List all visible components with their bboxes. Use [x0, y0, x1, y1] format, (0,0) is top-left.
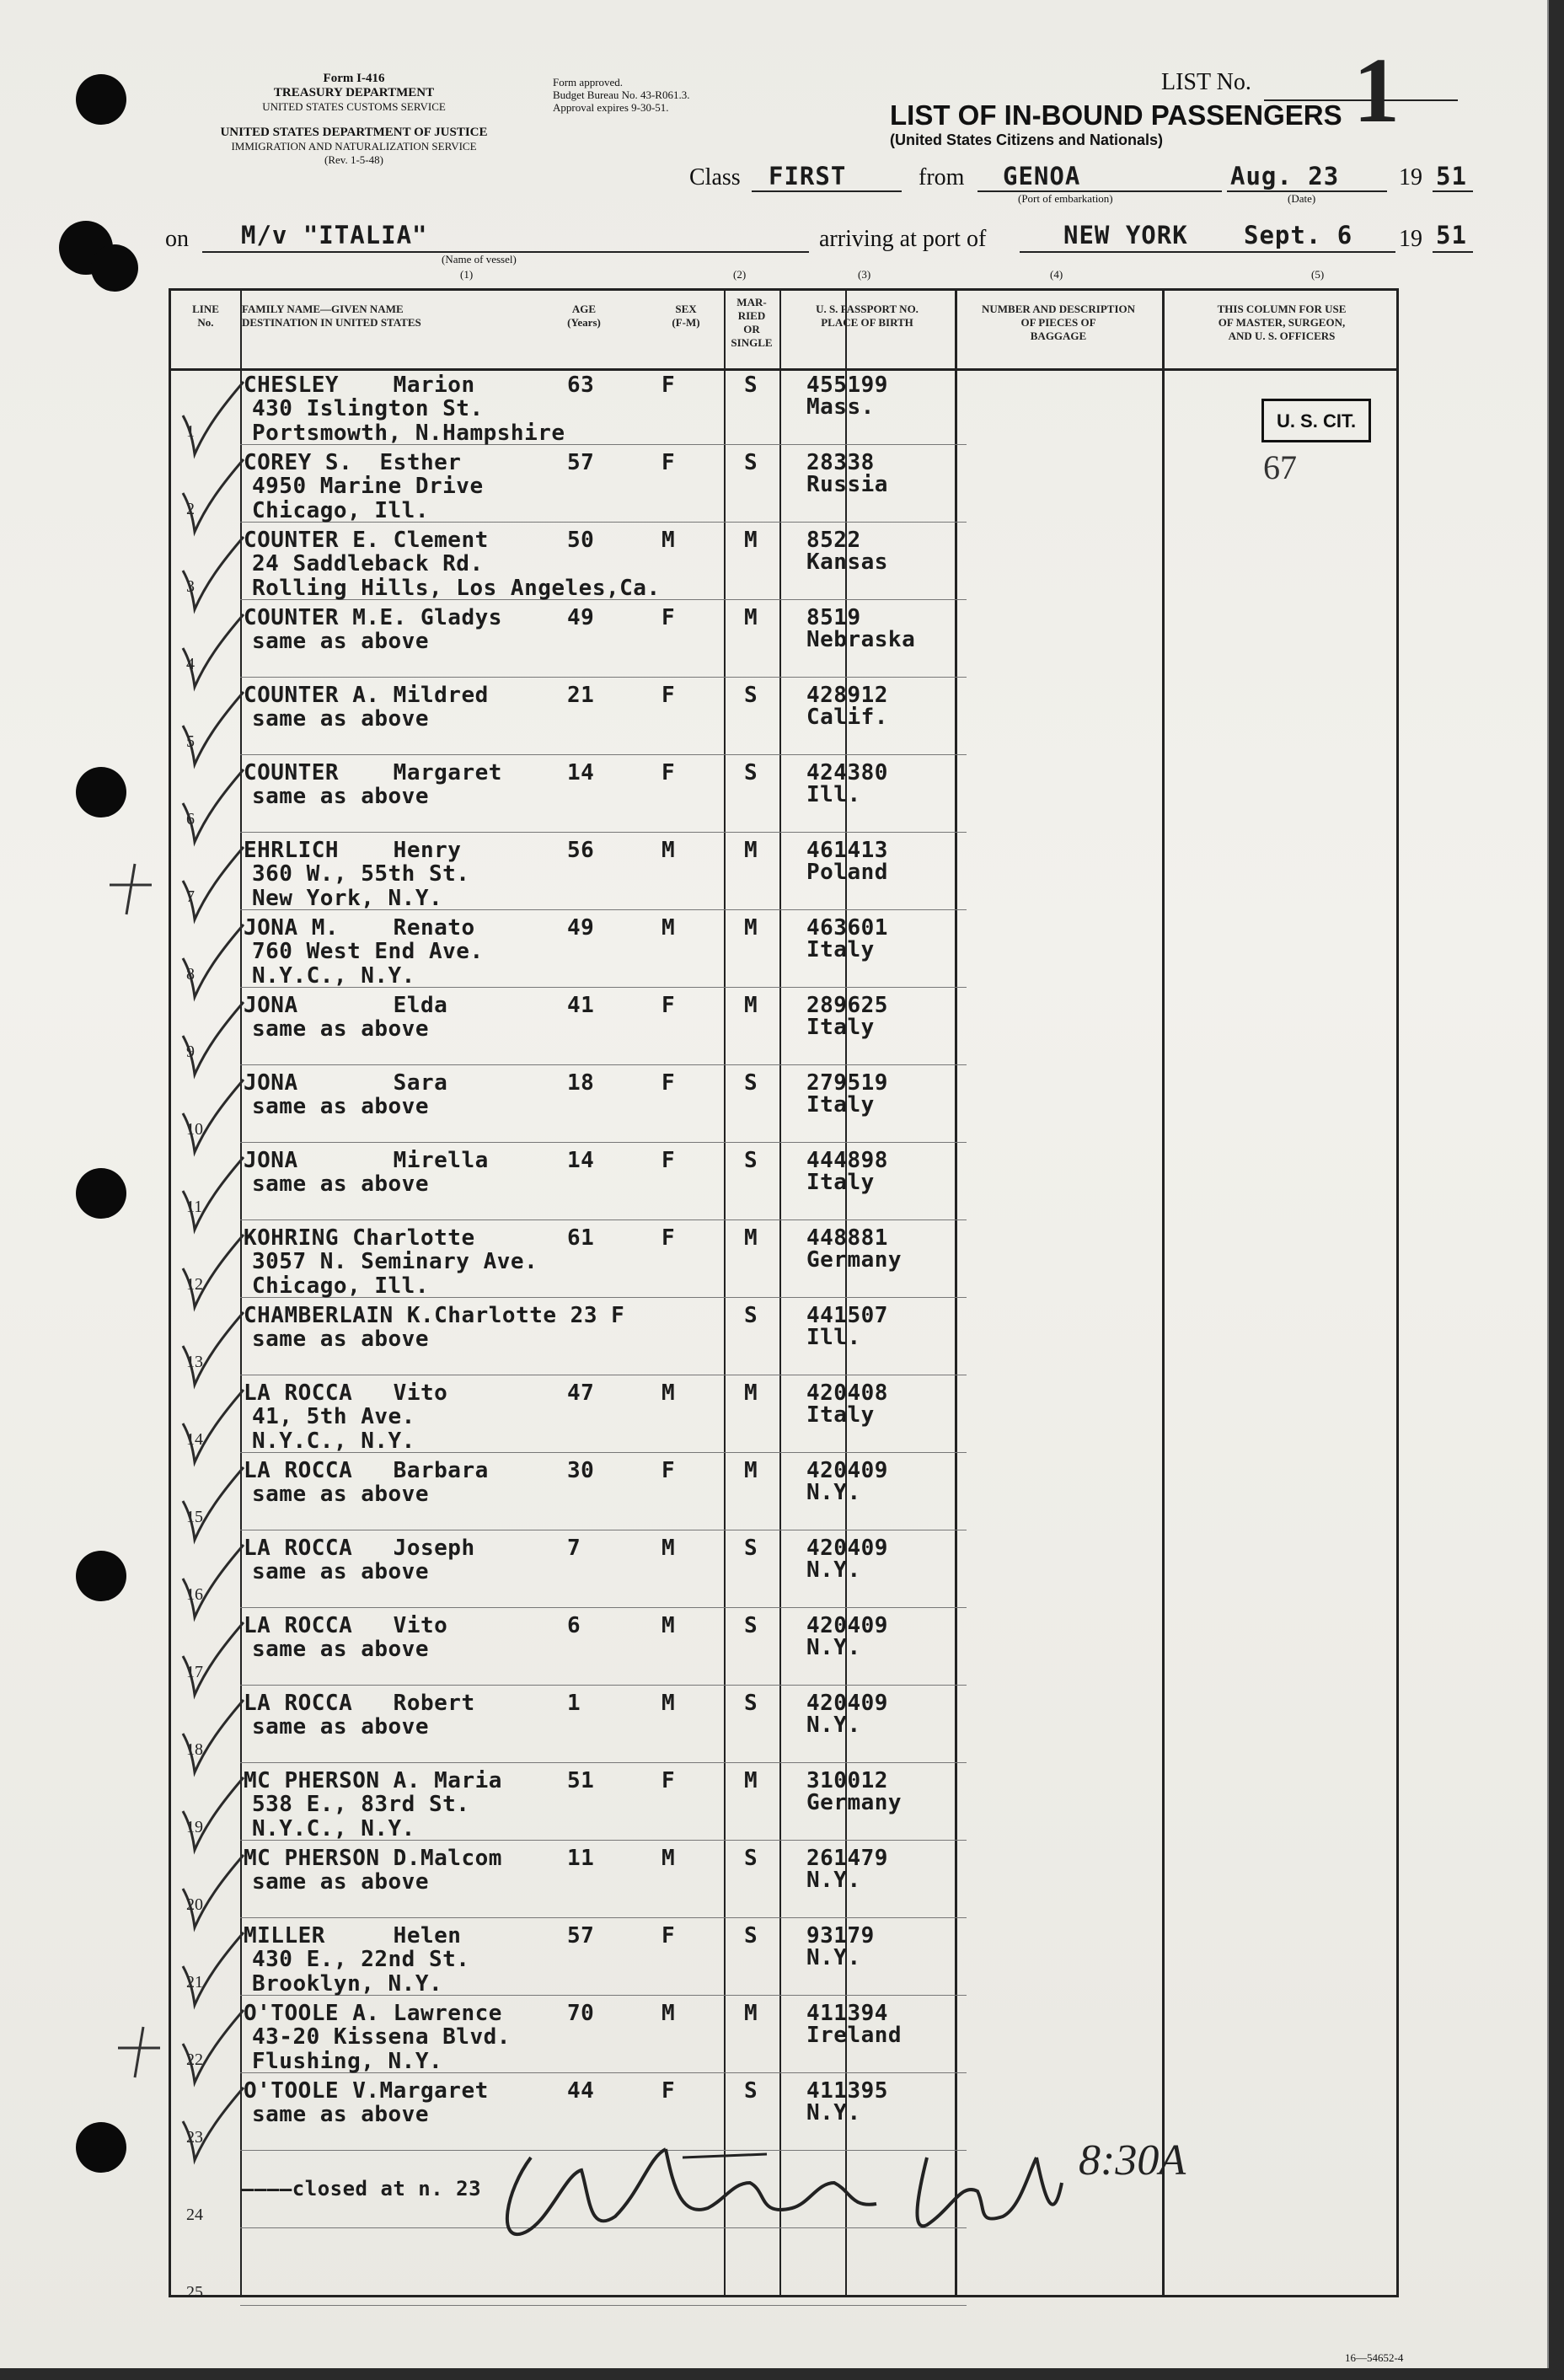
- passenger-destination: 430 E., 22nd St. Brooklyn, N.Y.: [252, 1947, 470, 1997]
- table-row: [171, 1531, 1396, 1608]
- ins: IMMIGRATION AND NATURALIZATION SERVICE: [231, 140, 477, 153]
- passport-number: 420409: [806, 1613, 888, 1638]
- table-row: [171, 523, 1396, 600]
- from-value: GENOA: [1003, 162, 1081, 190]
- line-number: 23: [186, 2128, 203, 2147]
- passenger-age: 18: [567, 1070, 595, 1096]
- passenger-name: LA ROCCA Barbara: [244, 1458, 489, 1483]
- row-divider: [240, 1219, 967, 1220]
- budget-bureau: Budget Bureau No. 43-R061.3.: [553, 88, 690, 101]
- place-of-birth: Russia: [806, 472, 888, 497]
- col-baggage: NUMBER AND DESCRIPTION OF PIECES OF BAGGAGE: [981, 303, 1136, 342]
- passenger-age: 61: [567, 1225, 595, 1251]
- passenger-sex: F: [661, 605, 676, 630]
- col-officers: THIS COLUMN FOR USE OF MASTER, SURGEON, AND U. S. OFFICERS: [1217, 303, 1347, 342]
- passenger-destination: same as above: [252, 1869, 429, 1895]
- passenger-marital-status: S: [744, 1613, 758, 1638]
- place-of-birth: Italy: [806, 1015, 875, 1040]
- passenger-name: JONA Elda: [244, 993, 448, 1018]
- list-no-value: 1: [1353, 39, 1400, 142]
- passenger-name: JONA M. Renato: [244, 915, 475, 941]
- place-of-birth: Italy: [806, 1092, 875, 1118]
- table-row: [171, 1299, 1396, 1375]
- passenger-destination: 360 W., 55th St. New York, N.Y.: [252, 861, 470, 911]
- line-number: 3: [186, 577, 195, 596]
- passenger-destination: same as above: [252, 1559, 429, 1584]
- place-of-birth: N.Y.: [806, 1480, 861, 1505]
- class-label: Class: [689, 164, 741, 190]
- passenger-age: 6: [567, 1613, 581, 1638]
- line-number: 15: [186, 1508, 203, 1526]
- place-of-birth: N.Y.: [806, 1635, 861, 1660]
- row-divider: [240, 677, 967, 678]
- revision: (Rev. 1-5-48): [324, 153, 383, 166]
- passenger-destination: 4950 Marine Drive Chicago, Ill.: [252, 474, 484, 523]
- passenger-age: 7: [567, 1536, 581, 1561]
- punch-hole: [91, 244, 138, 292]
- passenger-name: EHRLICH Henry: [244, 838, 462, 863]
- arrival-date: Sept. 6: [1244, 221, 1353, 249]
- passenger-marital-status: S: [744, 1148, 758, 1173]
- passenger-name: COUNTER Margaret: [244, 760, 502, 785]
- passport-number: 8519: [806, 605, 861, 630]
- passenger-age: 57: [567, 450, 595, 475]
- form-number: Form I-416: [323, 72, 385, 85]
- table-row: [171, 1997, 1396, 2073]
- place-of-birth: N.Y.: [806, 1945, 861, 1970]
- passport-number: 428912: [806, 683, 888, 708]
- passenger-destination: same as above: [252, 2102, 429, 2127]
- passenger-name: CHESLEY Marion: [244, 373, 475, 398]
- footer-code: 16—54652-4: [1345, 2351, 1404, 2364]
- passenger-name: JONA Mirella: [244, 1148, 489, 1173]
- passenger-destination: 43-20 Kissena Blvd. Flushing, N.Y.: [252, 2024, 511, 2074]
- col-married: MAR- RIED OR SINGLE: [731, 296, 773, 349]
- row-divider: [240, 832, 967, 833]
- passenger-destination: same as above: [252, 1482, 429, 1507]
- line-number: 14: [186, 1430, 203, 1449]
- col-age: AGE (Years): [567, 303, 601, 329]
- passenger-sex: F: [661, 2078, 676, 2104]
- line-number: 11: [186, 1198, 203, 1216]
- place-of-birth: N.Y.: [806, 1713, 861, 1738]
- passenger-marital-status: M: [744, 1225, 758, 1251]
- place-of-birth: Ill.: [806, 782, 861, 807]
- passenger-marital-status: S: [744, 683, 758, 708]
- passenger-destination: 760 West End Ave. N.Y.C., N.Y.: [252, 939, 484, 989]
- time-note: 8:30A: [1079, 2136, 1186, 2184]
- table-row: [171, 1609, 1396, 1686]
- passenger-name: COUNTER A. Mildred: [244, 683, 489, 708]
- justice-dept: UNITED STATES DEPARTMENT OF JUSTICE: [220, 126, 488, 139]
- line-number: 13: [186, 1353, 203, 1371]
- passenger-name: LA ROCCA Robert: [244, 1691, 475, 1716]
- port-caption: (Port of embarkation): [1018, 192, 1113, 205]
- passenger-name: LA ROCCA Vito: [244, 1613, 448, 1638]
- row-divider: [240, 2305, 967, 2306]
- punch-hole: [76, 2122, 126, 2173]
- line-number: 20: [186, 1895, 203, 1914]
- passport-number: 420409: [806, 1458, 888, 1483]
- line-number: 17: [186, 1663, 203, 1681]
- table-row: [171, 678, 1396, 755]
- passenger-age: 1: [567, 1691, 581, 1716]
- table-row: [171, 834, 1396, 910]
- cross-mark: [110, 2023, 169, 2082]
- passenger-name: O'TOOLE A. Lawrence: [244, 2001, 502, 2026]
- list-title: LIST OF IN-BOUND PASSENGERS: [890, 99, 1342, 131]
- passport-number: 261479: [806, 1846, 888, 1871]
- passenger-sex: F: [661, 993, 676, 1018]
- us-cit-stamp: U. S. CIT.: [1261, 399, 1371, 442]
- line-number: 1: [186, 422, 195, 441]
- passenger-sex: F: [661, 1225, 676, 1251]
- passenger-age: 30: [567, 1458, 595, 1483]
- passport-number: 28338: [806, 450, 875, 475]
- passenger-marital-status: M: [744, 1380, 758, 1406]
- passport-number: 289625: [806, 993, 888, 1018]
- passenger-name: MILLER Helen: [244, 1923, 462, 1948]
- passenger-sex: F: [661, 450, 676, 475]
- passenger-name: O'TOOLE V.Margaret: [244, 2078, 489, 2104]
- vessel-caption: (Name of vessel): [442, 253, 517, 265]
- passenger-sex: M: [661, 1613, 676, 1638]
- passenger-name: LA ROCCA Vito: [244, 1380, 448, 1406]
- line-number: 5: [186, 732, 195, 751]
- place-of-birth: N.Y.: [806, 2100, 861, 2125]
- place-of-birth: Kansas: [806, 549, 888, 575]
- passenger-sex: F: [661, 1070, 676, 1096]
- line-number: 6: [186, 810, 195, 828]
- line-number: 16: [186, 1585, 203, 1604]
- passenger-marital-status: S: [744, 1846, 758, 1871]
- passenger-destination: same as above: [252, 1714, 429, 1739]
- table-row: [171, 911, 1396, 988]
- passport-number: 93179: [806, 1923, 875, 1948]
- line-number: 2: [186, 500, 195, 518]
- passport-number: 424380: [806, 760, 888, 785]
- from-field: [978, 162, 1222, 192]
- punch-hole: [76, 1551, 126, 1601]
- date-caption: (Date): [1288, 192, 1316, 205]
- year2-prefix: 19: [1399, 226, 1422, 252]
- table-row: [171, 1066, 1396, 1143]
- passenger-destination: same as above: [252, 1094, 429, 1119]
- table-row: [171, 601, 1396, 678]
- place-of-birth: Italy: [806, 1402, 875, 1428]
- passenger-marital-status: S: [744, 1070, 758, 1096]
- passenger-destination: same as above: [252, 1171, 429, 1197]
- passenger-marital-status: M: [744, 838, 758, 863]
- place-of-birth: Germany: [806, 1247, 903, 1273]
- passenger-marital-status: M: [744, 528, 758, 553]
- passenger-age: 57: [567, 1923, 595, 1948]
- passenger-marital-status: S: [744, 1691, 758, 1716]
- class-field: [752, 162, 902, 192]
- line-number: 8: [186, 965, 195, 984]
- approval-expiry: Approval expires 9-30-51.: [553, 101, 669, 114]
- passenger-age: 70: [567, 2001, 595, 2026]
- table-row: [171, 1454, 1396, 1530]
- passenger-name: COREY S. Esther: [244, 450, 462, 475]
- year1-value: 51: [1436, 162, 1467, 190]
- col2-num: (2): [733, 268, 747, 281]
- col-sex: SEX (F-M): [672, 303, 700, 329]
- line-number: 21: [186, 1973, 203, 1991]
- passenger-destination: 24 Saddleback Rd. Rolling Hills, Los Angeles,Ca.: [252, 551, 661, 601]
- passenger-sex: F: [661, 1768, 676, 1793]
- passenger-marital-status: S: [744, 2078, 758, 2104]
- passenger-sex: M: [661, 915, 676, 941]
- passport-number: 420409: [806, 1536, 888, 1561]
- col-name: FAMILY NAME—GIVEN NAME DESTINATION IN UNITED STATES: [242, 303, 421, 329]
- list-no-label: LIST No.: [1161, 69, 1251, 95]
- row-divider: [240, 1762, 967, 1763]
- year1-prefix: 19: [1399, 164, 1422, 190]
- form-approved: Form approved.: [553, 76, 624, 88]
- passenger-age: 50: [567, 528, 595, 553]
- passenger-destination: same as above: [252, 629, 429, 654]
- passenger-marital-status: S: [744, 1303, 758, 1328]
- passenger-name: KOHRING Charlotte: [244, 1225, 475, 1251]
- passport-number: 420408: [806, 1380, 888, 1406]
- place-of-birth: Poland: [806, 860, 888, 885]
- line-number: 10: [186, 1120, 203, 1139]
- passenger-sex: M: [661, 1536, 676, 1561]
- passenger-sex: F: [661, 683, 676, 708]
- place-of-birth: Italy: [806, 1170, 875, 1195]
- passenger-destination: same as above: [252, 1016, 429, 1042]
- passenger-name: COUNTER E. Clement: [244, 528, 489, 553]
- place-of-birth: N.Y.: [806, 1868, 861, 1893]
- passenger-marital-status: S: [744, 450, 758, 475]
- table-row: [171, 1144, 1396, 1220]
- passport-number: 461413: [806, 838, 888, 863]
- passenger-name: MC PHERSON A. Maria: [244, 1768, 502, 1793]
- row-divider: [240, 1064, 967, 1065]
- passenger-marital-status: M: [744, 1458, 758, 1483]
- passport-number: 8522: [806, 528, 861, 553]
- line-number: 24: [186, 2206, 203, 2224]
- col5-num: (5): [1311, 268, 1325, 281]
- passenger-name: MC PHERSON D.Malcom: [244, 1846, 502, 1871]
- table-row: [171, 1686, 1396, 1763]
- passenger-age: 56: [567, 838, 595, 863]
- passenger-table: [169, 288, 1399, 2302]
- line-number: 25: [186, 2283, 203, 2302]
- line-number: 9: [186, 1043, 195, 1061]
- treasury-dept: TREASURY DEPARTMENT: [273, 86, 435, 99]
- passenger-age: 14: [567, 1148, 595, 1173]
- passenger-sex: M: [661, 1846, 676, 1871]
- line-number: 4: [186, 655, 195, 673]
- line-number: 7: [186, 887, 195, 906]
- punch-hole: [76, 1168, 126, 1219]
- passenger-destination: same as above: [252, 1327, 429, 1352]
- cross-mark: [101, 860, 160, 919]
- passenger-sex: F: [661, 1458, 676, 1483]
- punch-hole: [76, 74, 126, 125]
- passenger-destination: same as above: [252, 706, 429, 732]
- passport-number: 441507: [806, 1303, 888, 1328]
- date-value: Aug. 23: [1230, 162, 1340, 190]
- table-row: [171, 1376, 1396, 1453]
- passenger-marital-status: M: [744, 1768, 758, 1793]
- passenger-sex: F: [661, 760, 676, 785]
- place-of-birth: Calif.: [806, 705, 888, 730]
- passenger-sex: F: [661, 373, 676, 398]
- table-row: [171, 1919, 1396, 1996]
- date-field: [1227, 162, 1387, 192]
- passenger-age: 11: [567, 1846, 595, 1871]
- passenger-sex: F: [661, 1148, 676, 1173]
- year2-value: 51: [1436, 221, 1467, 249]
- line-number: 12: [186, 1275, 203, 1294]
- passport-number: 420409: [806, 1691, 888, 1716]
- passenger-age: 63: [567, 373, 595, 398]
- list-subtitle: (United States Citizens and Nationals): [890, 131, 1164, 148]
- on-label: on: [165, 226, 189, 252]
- year2-field: [1433, 221, 1473, 253]
- passenger-marital-status: S: [744, 373, 758, 398]
- passport-number: 279519: [806, 1070, 888, 1096]
- table-row: [171, 989, 1396, 1065]
- handwritten-67: 67: [1263, 448, 1297, 486]
- passenger-sex: M: [661, 838, 676, 863]
- row-divider: [240, 1142, 967, 1143]
- place-of-birth: Germany: [806, 1790, 903, 1815]
- passenger-sex: M: [661, 1691, 676, 1716]
- passenger-age: 49: [567, 915, 595, 941]
- passport-number: 455199: [806, 373, 888, 398]
- passenger-destination: 41, 5th Ave. N.Y.C., N.Y.: [252, 1404, 415, 1454]
- table-row: [171, 1841, 1396, 1918]
- passenger-sex: M: [661, 2001, 676, 2026]
- table-row: [171, 1764, 1396, 1841]
- vessel-name: M/v "ITALIA": [241, 221, 428, 249]
- customs-service: UNITED STATES CUSTOMS SERVICE: [262, 100, 446, 113]
- line-number: 22: [186, 2050, 203, 2069]
- col4-num: (4): [1050, 268, 1063, 281]
- arrival-port: NEW YORK: [1063, 221, 1188, 249]
- table-row: [171, 1221, 1396, 1298]
- place-of-birth: Mass.: [806, 394, 875, 420]
- punch-hole: [76, 767, 126, 817]
- passenger-destination: same as above: [252, 1637, 429, 1662]
- place-of-birth: Italy: [806, 937, 875, 962]
- year1-field: [1433, 162, 1473, 192]
- passenger-marital-status: S: [744, 1536, 758, 1561]
- line-number: 19: [186, 1818, 203, 1836]
- passport-number: 463601: [806, 915, 888, 941]
- passport-number: 310012: [806, 1768, 888, 1793]
- class-value: FIRST: [769, 162, 847, 190]
- passenger-age: 44: [567, 2078, 595, 2104]
- table-row: [171, 446, 1396, 523]
- passenger-sex: M: [661, 528, 676, 553]
- passenger-marital-status: S: [744, 1923, 758, 1948]
- col-line-no: LINE No.: [192, 303, 219, 329]
- row-divider: [240, 1685, 967, 1686]
- place-of-birth: N.Y.: [806, 1557, 861, 1583]
- passenger-sex: F: [661, 1923, 676, 1948]
- passport-number: 448881: [806, 1225, 888, 1251]
- passenger-destination: same as above: [252, 784, 429, 809]
- from-label: from: [919, 164, 965, 190]
- passenger-destination: 3057 N. Seminary Ave. Chicago, Ill.: [252, 1249, 538, 1299]
- vessel-field: [202, 221, 809, 253]
- passenger-marital-status: M: [744, 605, 758, 630]
- passport-number: 411394: [806, 2001, 888, 2026]
- passenger-age: 41: [567, 993, 595, 1018]
- passport-number: 444898: [806, 1148, 888, 1173]
- passenger-age: 21: [567, 683, 595, 708]
- passenger-age: 14: [567, 760, 595, 785]
- passenger-sex: M: [661, 1380, 676, 1406]
- row-divider: [240, 1917, 967, 1918]
- place-of-birth: Nebraska: [806, 627, 916, 652]
- passenger-name: JONA Sara: [244, 1070, 448, 1096]
- passenger-name: COUNTER M.E. Gladys: [244, 605, 502, 630]
- passenger-age: 47: [567, 1380, 595, 1406]
- passenger-age: 49: [567, 605, 595, 630]
- passenger-name: LA ROCCA Joseph: [244, 1536, 475, 1561]
- table-row: [171, 368, 1396, 445]
- vessel-column-num: (1): [460, 268, 474, 281]
- table-row: [171, 756, 1396, 833]
- inspector-signature: [472, 2124, 1264, 2259]
- place-of-birth: Ill.: [806, 1325, 861, 1350]
- passenger-marital-status: M: [744, 915, 758, 941]
- passport-number: 411395: [806, 2078, 888, 2104]
- col3-num: (3): [858, 268, 871, 281]
- col-passport: U. S. PASSPORT NO. PLACE OF BIRTH: [816, 303, 919, 329]
- passenger-destination: 430 Islington St. Portsmowth, N.Hampshire: [252, 396, 565, 446]
- arriving-label: arriving at port of: [819, 226, 987, 252]
- passenger-destination: 538 E., 83rd St. N.Y.C., N.Y.: [252, 1792, 470, 1841]
- passenger-age: 51: [567, 1768, 595, 1793]
- closing-note: ————closed at n. 23: [242, 2177, 482, 2200]
- row-divider: [240, 1607, 967, 1608]
- passenger-marital-status: M: [744, 993, 758, 1018]
- passenger-marital-status: M: [744, 2001, 758, 2026]
- line-number: 18: [186, 1740, 203, 1759]
- arrival-field: [1020, 221, 1395, 253]
- place-of-birth: Ireland: [806, 2023, 903, 2048]
- passenger-marital-status: S: [744, 760, 758, 785]
- passenger-name: CHAMBERLAIN K.Charlotte 23 F: [244, 1303, 625, 1328]
- row-divider: [240, 754, 967, 755]
